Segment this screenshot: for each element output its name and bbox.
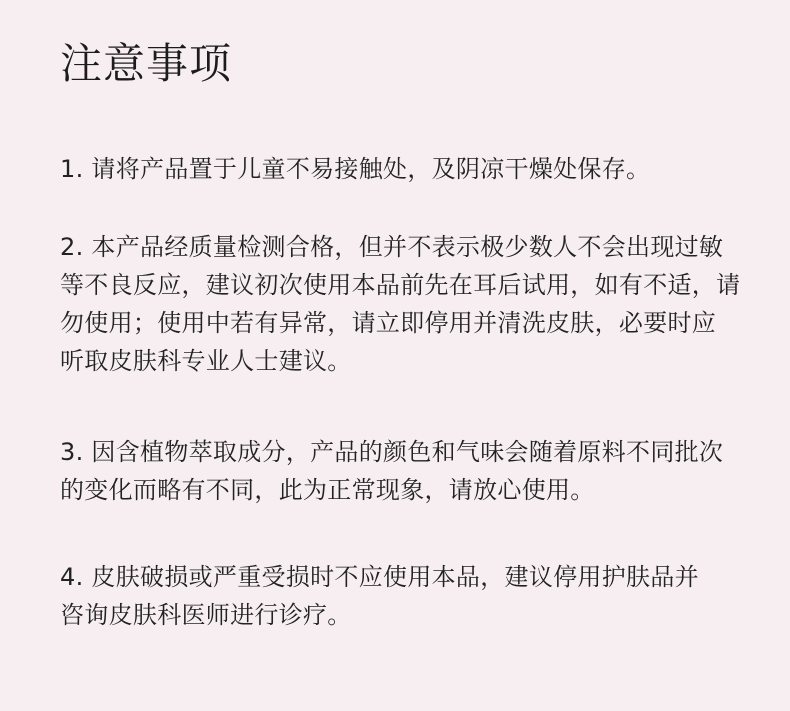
notice-item-1 bbox=[60, 150, 754, 188]
page-title: 注意事项 bbox=[60, 39, 233, 88]
notice-item-text: 3. 因含植物萃取成分，产品的颜色和气味会随着原料不同批次 的变化而略有不同，此为正常现象，请放心使用。 bbox=[60, 438, 724, 504]
notice-item-text: 4. 皮肤破损或严重受损时不应使用本品，建议停用护肤品并 咨询皮肤科医师进行诊疗。 bbox=[60, 563, 699, 629]
notice-item-text: 1. 请将产品置于儿童不易接触处，及阴凉干燥处保存。 bbox=[60, 155, 651, 183]
notice-item-text: 2. 本产品经质量检测合格，但并不表示极少数人不会出现过敏 等不良反应，建议初次使用本品前先在耳后试用，如有不适，请 勿使用；使用中若有异常，请立即停用并清洗皮肤，必要时应 听取皮肤科专业人士建议。 bbox=[60, 233, 741, 375]
notice-item-2 bbox=[60, 228, 754, 380]
notice-item-4 bbox=[60, 558, 754, 634]
notice-item-3 bbox=[60, 433, 754, 509]
